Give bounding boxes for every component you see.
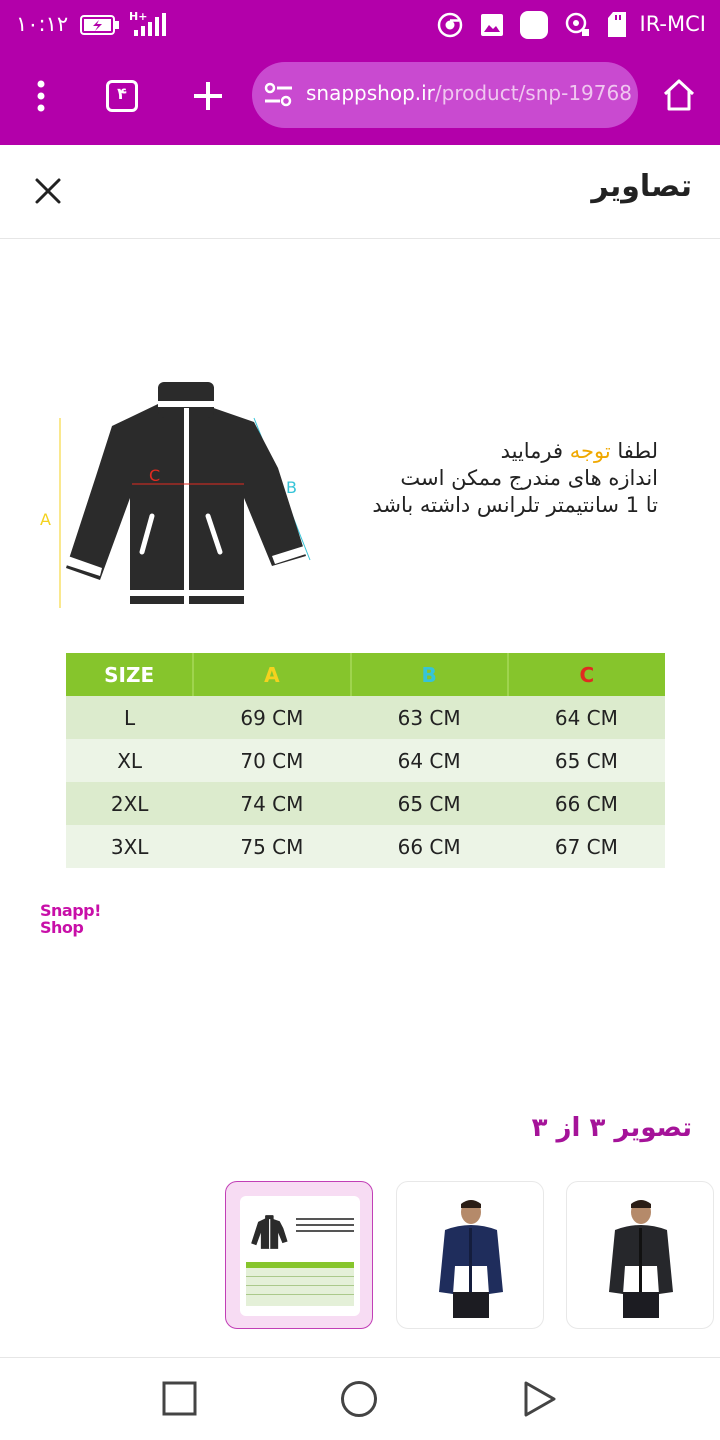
cell-size: 2XL <box>66 782 193 825</box>
tab-switcher-button[interactable] <box>106 80 138 112</box>
page-title: تصاویر <box>591 169 692 204</box>
system-nav-bar <box>0 1357 720 1440</box>
cell-a: 69 CM <box>193 696 350 739</box>
table-row <box>66 739 665 782</box>
cell-b: 63 CM <box>351 696 508 739</box>
app-notification-icon <box>519 10 549 40</box>
status-time: ۱۰:۱۲ <box>16 12 69 36</box>
cell-a: 75 CM <box>193 825 350 868</box>
header-c: C <box>508 653 665 696</box>
cell-size: 3XL <box>66 825 193 868</box>
cell-b: 66 CM <box>351 825 508 868</box>
table-row <box>66 696 665 739</box>
size-table-header <box>66 653 665 696</box>
thumbnail-black-jacket[interactable] <box>566 1181 714 1329</box>
table-row <box>66 825 665 868</box>
thumbnail-navy-jacket[interactable] <box>396 1181 544 1329</box>
model-black-jacket-image <box>601 1196 681 1318</box>
url-text <box>306 81 632 105</box>
size-tolerance-notice <box>328 438 658 519</box>
measure-label-b: B <box>286 478 297 497</box>
cell-c: 64 CM <box>508 696 665 739</box>
cell-a: 74 CM <box>193 782 350 825</box>
battery-charging-icon <box>80 14 120 36</box>
network-type: H+ <box>129 10 148 23</box>
jacket-mini-icon <box>246 1212 290 1252</box>
header-b: B <box>351 653 508 696</box>
url-host: snappshop.ir <box>306 81 435 105</box>
chrome-icon <box>437 12 463 38</box>
home-icon[interactable] <box>662 78 696 112</box>
cell-c: 65 CM <box>508 739 665 782</box>
table-row <box>66 782 665 825</box>
cell-b: 65 CM <box>351 782 508 825</box>
url-bar[interactable] <box>252 62 638 128</box>
signal-icon <box>128 12 168 38</box>
triangle-back-icon[interactable] <box>520 1380 558 1418</box>
cell-size: XL <box>66 739 193 782</box>
plus-icon[interactable] <box>192 80 224 112</box>
sd-card-icon <box>606 11 628 39</box>
cell-c: 67 CM <box>508 825 665 868</box>
cell-c: 66 CM <box>508 782 665 825</box>
jacket-illustration <box>32 368 322 618</box>
size-table <box>66 653 665 868</box>
gallery-icon <box>480 13 504 37</box>
cell-a: 70 CM <box>193 739 350 782</box>
snappshop-logo: Snapp! Shop <box>40 901 101 937</box>
header-a: A <box>193 653 350 696</box>
circle-icon[interactable] <box>340 1380 378 1418</box>
notice-line-3: تا 1 سانتیمتر تلرانس داشته باشد <box>372 493 658 517</box>
hotspot-icon <box>563 11 591 39</box>
tab-count: ۴ <box>117 84 127 103</box>
page-header <box>0 145 720 239</box>
model-navy-jacket-image <box>431 1196 511 1318</box>
url-path: /product/snp-19768 <box>434 81 632 105</box>
header-size: SIZE <box>66 653 193 696</box>
close-icon[interactable] <box>34 177 62 205</box>
measure-label-a: A <box>40 510 51 529</box>
cell-b: 64 CM <box>351 739 508 782</box>
browser-chrome <box>0 0 720 145</box>
image-counter: تصویر ۳ از ۳ <box>531 1113 692 1143</box>
cell-size: L <box>66 696 193 739</box>
notice-line-2: اندازه های مندرج ممکن است <box>400 466 658 490</box>
thumbnail-size-chart[interactable] <box>225 1181 373 1329</box>
tune-icon[interactable] <box>264 82 294 108</box>
measure-label-c: C <box>149 466 161 485</box>
notice-line-1: لطفا توجه فرمایید <box>500 439 658 463</box>
square-icon[interactable] <box>162 1381 198 1417</box>
more-vert-icon[interactable] <box>30 80 52 112</box>
status-carrier: IR-MCI <box>639 12 706 36</box>
